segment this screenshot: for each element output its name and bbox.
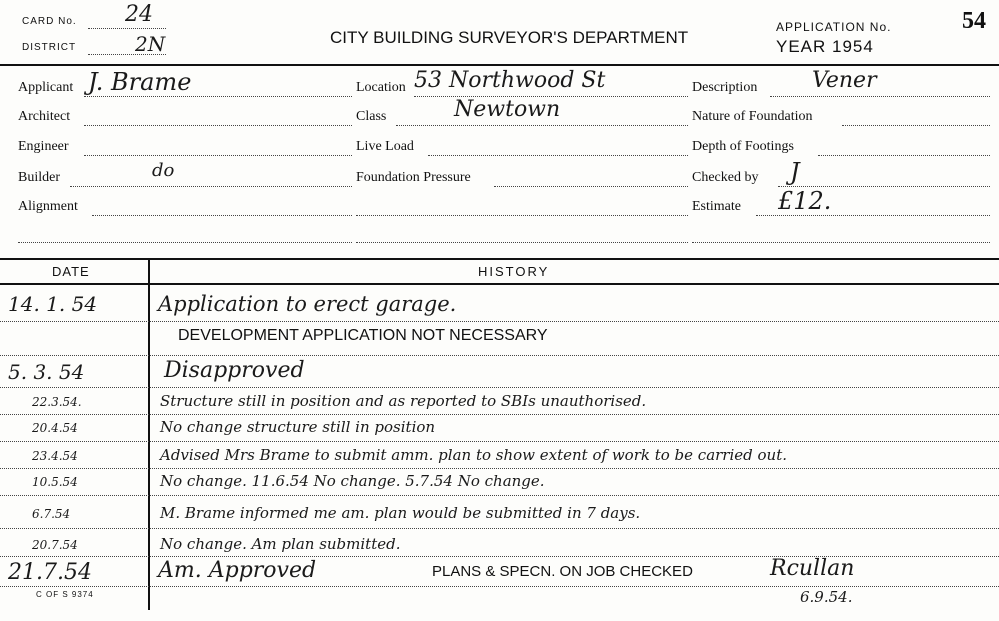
department-title: CITY BUILDING SURVEYOR'S DEPARTMENT: [330, 28, 689, 47]
extra-line-mid-1: [356, 215, 688, 216]
signature: Rcullan: [770, 556, 855, 581]
development-stamp: DEVELOPMENT APPLICATION NOT NECESSARY: [178, 327, 548, 344]
nature-of-foundation-label: Nature of Foundation: [692, 109, 813, 124]
row-text: No change. 11.6.54 No change. 5.7.54 No change.: [160, 472, 545, 490]
foundation-pressure-label: Foundation Pressure: [356, 170, 471, 185]
card-no-line: [88, 28, 166, 29]
row-rule: [0, 321, 999, 322]
row-rule: [0, 468, 999, 469]
class-value: Newtown: [454, 97, 561, 122]
extra-line-mid-2: [356, 242, 688, 243]
row-rule: [0, 495, 999, 496]
alignment-line: [92, 215, 352, 216]
row-text: M. Brame informed me am. plan would be submitted in 7 days.: [160, 504, 641, 522]
engineer-line: [84, 155, 352, 156]
signature-date: 6.9.54.: [800, 588, 853, 606]
row-date: 20.4.54: [32, 421, 78, 435]
location-value: 53 Northwood St: [414, 68, 606, 93]
row-rule: [0, 441, 999, 442]
row-date: 22.3.54.: [32, 395, 82, 409]
estimate-line: [756, 215, 990, 216]
estimate-value: £12.: [778, 187, 832, 215]
alignment-label: Alignment: [18, 199, 78, 214]
row-rule: [0, 586, 999, 587]
description-label: Description: [692, 80, 758, 95]
form-code: C OF S 9374: [36, 590, 94, 599]
year-label: YEAR 1954: [776, 37, 874, 56]
engineer-label: Engineer: [18, 139, 69, 154]
depth-of-footings-label: Depth of Footings: [692, 139, 794, 154]
location-label: Location: [356, 80, 406, 95]
row-rule: [0, 528, 999, 529]
checked-by-label: Checked by: [692, 170, 759, 185]
row-date: 20.7.54: [32, 538, 78, 552]
row-text: Application to erect garage.: [158, 292, 457, 316]
foundation-pressure-line: [494, 186, 688, 187]
column-divider: [148, 258, 150, 610]
class-label: Class: [356, 109, 387, 124]
district-value: 2N: [135, 32, 166, 56]
history-header: HISTORY: [478, 264, 550, 279]
row-rule: [0, 414, 999, 415]
live-load-line: [428, 155, 688, 156]
card-no-value: 24: [125, 2, 153, 27]
description-line: [770, 96, 990, 97]
checked-by-value: J: [790, 158, 800, 186]
district-label: DISTRICT: [22, 42, 77, 53]
row-date: 10.5.54: [32, 475, 78, 489]
row-date: 23.4.54: [32, 449, 78, 463]
row-text: Disapproved: [164, 358, 305, 383]
row-text: Advised Mrs Brame to submit amm. plan to show extent of work to be carried out.: [160, 446, 788, 464]
card-no-label: CARD No.: [22, 16, 77, 27]
row-date: 21.7.54: [8, 560, 92, 585]
class-line: [396, 125, 688, 126]
application-no-value: 54: [962, 8, 986, 34]
row-date: 5. 3. 54: [8, 360, 85, 384]
estimate-label: Estimate: [692, 199, 741, 214]
builder-label: Builder: [18, 170, 60, 185]
plans-checked-stamp: PLANS & SPECN. ON JOB CHECKED: [432, 563, 693, 580]
nature-of-foundation-line: [842, 125, 990, 126]
applicant-line: [84, 96, 352, 97]
row-rule: [0, 387, 999, 388]
depth-of-footings-line: [818, 155, 990, 156]
architect-line: [84, 125, 352, 126]
extra-line-left: [18, 242, 352, 243]
row-rule: [0, 355, 999, 356]
row-text: Am. Approved: [158, 558, 317, 583]
row-date: 6.7.54: [32, 507, 71, 521]
row-text: Structure still in position and as reported to SBIs unauthorised.: [160, 392, 647, 410]
row-text: No change structure still in position: [160, 418, 436, 436]
header-rule: [0, 64, 999, 66]
application-no-label: APPLICATION No.: [776, 20, 892, 34]
builder-line: [70, 186, 352, 187]
applicant-label: Applicant: [18, 80, 74, 95]
row-text: No change. Am plan submitted.: [160, 535, 401, 553]
applicant-value: J. Brame: [88, 68, 192, 96]
live-load-label: Live Load: [356, 139, 414, 154]
description-value: Vener: [812, 68, 877, 93]
builder-value: do: [152, 160, 175, 181]
extra-line-right: [692, 242, 990, 243]
architect-label: Architect: [18, 109, 71, 124]
date-header: DATE: [52, 264, 90, 279]
row-date: 14. 1. 54: [8, 292, 98, 316]
